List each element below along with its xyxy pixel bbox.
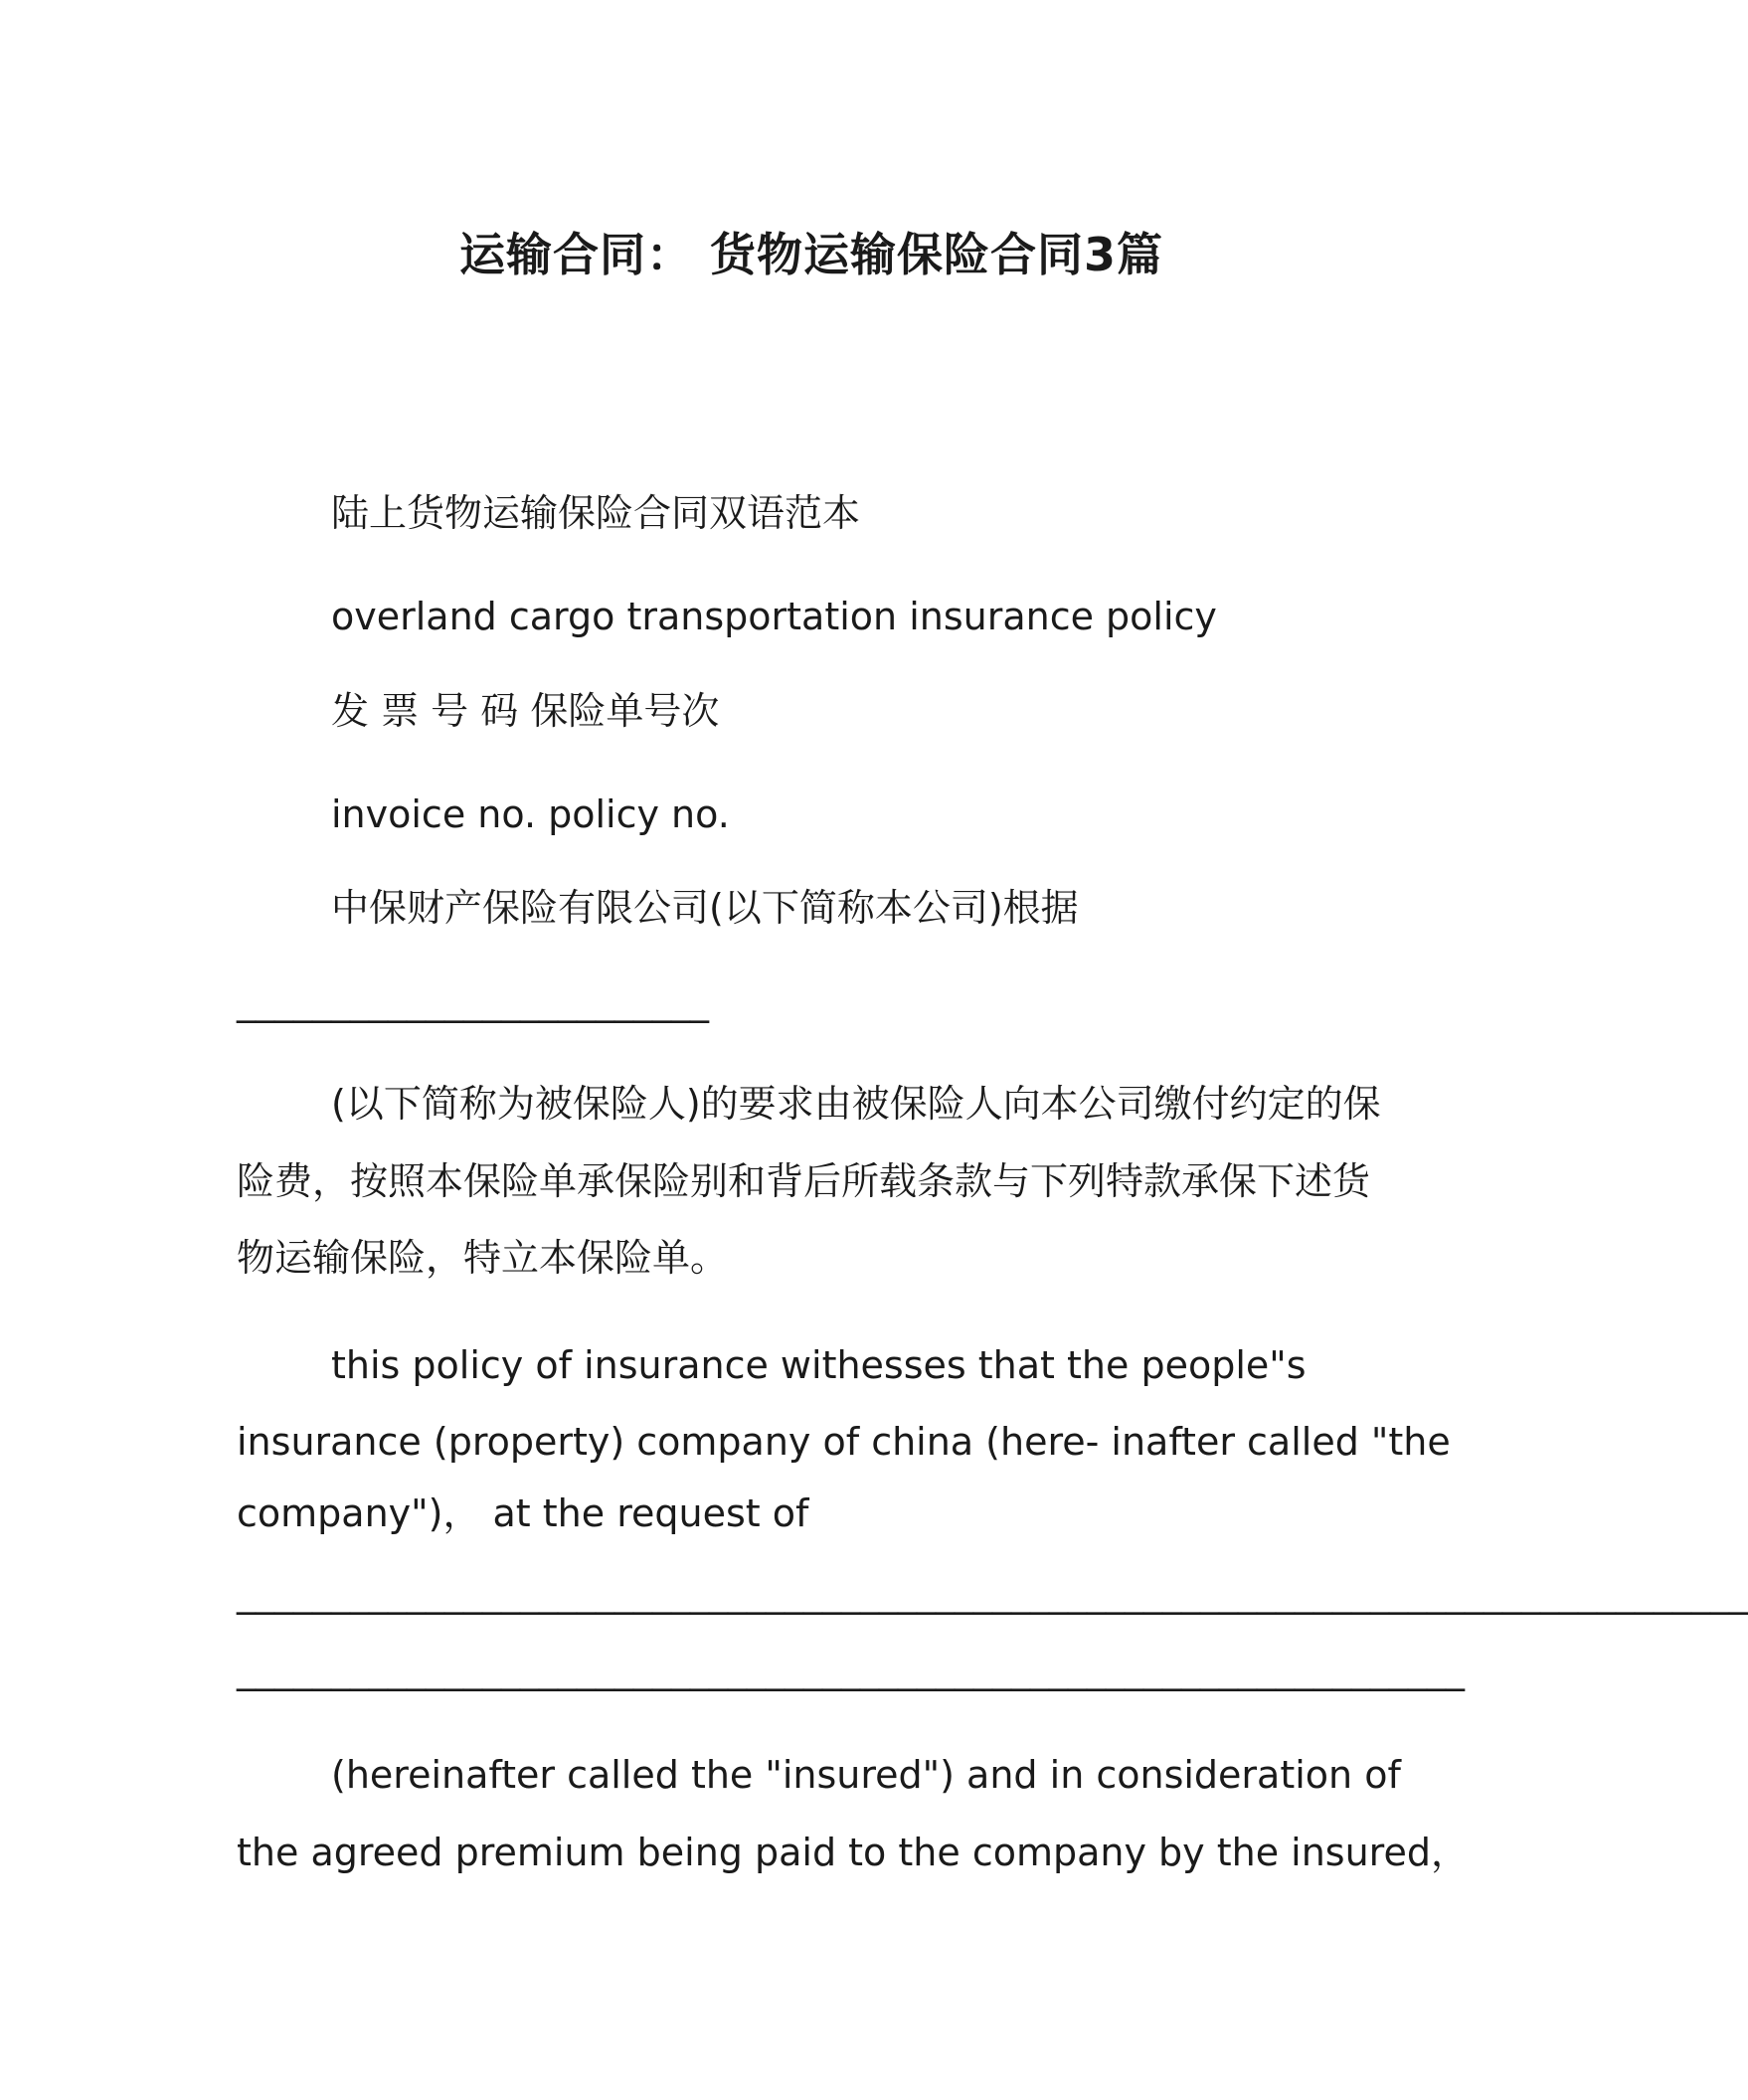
paragraph-cn-line: 险费，按照本保险单承保险别和背后所载条款与下列特款承保下述货: [237, 1159, 1371, 1203]
blank-fill-line: ________________________________________________________________________________: [237, 1571, 1748, 1615]
paragraph-en-line: this policy of insurance withesses that the people"s: [331, 1343, 1307, 1387]
company-line-cn: 中保财产保险有限公司(以下简称本公司)根据: [331, 886, 1079, 930]
document-title: 运输合同： 货物运输保险合同3篇: [458, 228, 1164, 281]
subtitle-cn: 陆上货物运输保险合同双语范本: [331, 491, 861, 535]
paragraph2-en-line: (hereinafter called the "insured") and in consideration of: [331, 1753, 1401, 1797]
paragraph-en-line: insurance (property) company of china (here- inafter called "the: [237, 1420, 1451, 1464]
subtitle-en: overland cargo transportation insurance policy: [331, 595, 1217, 638]
paragraph-en-line: company")， at the request of: [237, 1491, 809, 1535]
paragraph2-en-line: the agreed premium being paid to the company by the insured，: [237, 1831, 1469, 1874]
invoice-line-en: invoice no. policy no.: [331, 792, 730, 836]
paragraph-cn-line: (以下简称为被保险人)的要求由被保险人向本公司缴付约定的保: [331, 1082, 1381, 1126]
paragraph-cn-line: 物运输保险，特立本保险单。: [237, 1236, 729, 1280]
blank-fill-line: _________________________________________________________________: [237, 1648, 1465, 1691]
invoice-line-cn: 发 票 号 码 保险单号次: [331, 689, 720, 733]
blank-fill-line: _________________________: [237, 979, 709, 1023]
